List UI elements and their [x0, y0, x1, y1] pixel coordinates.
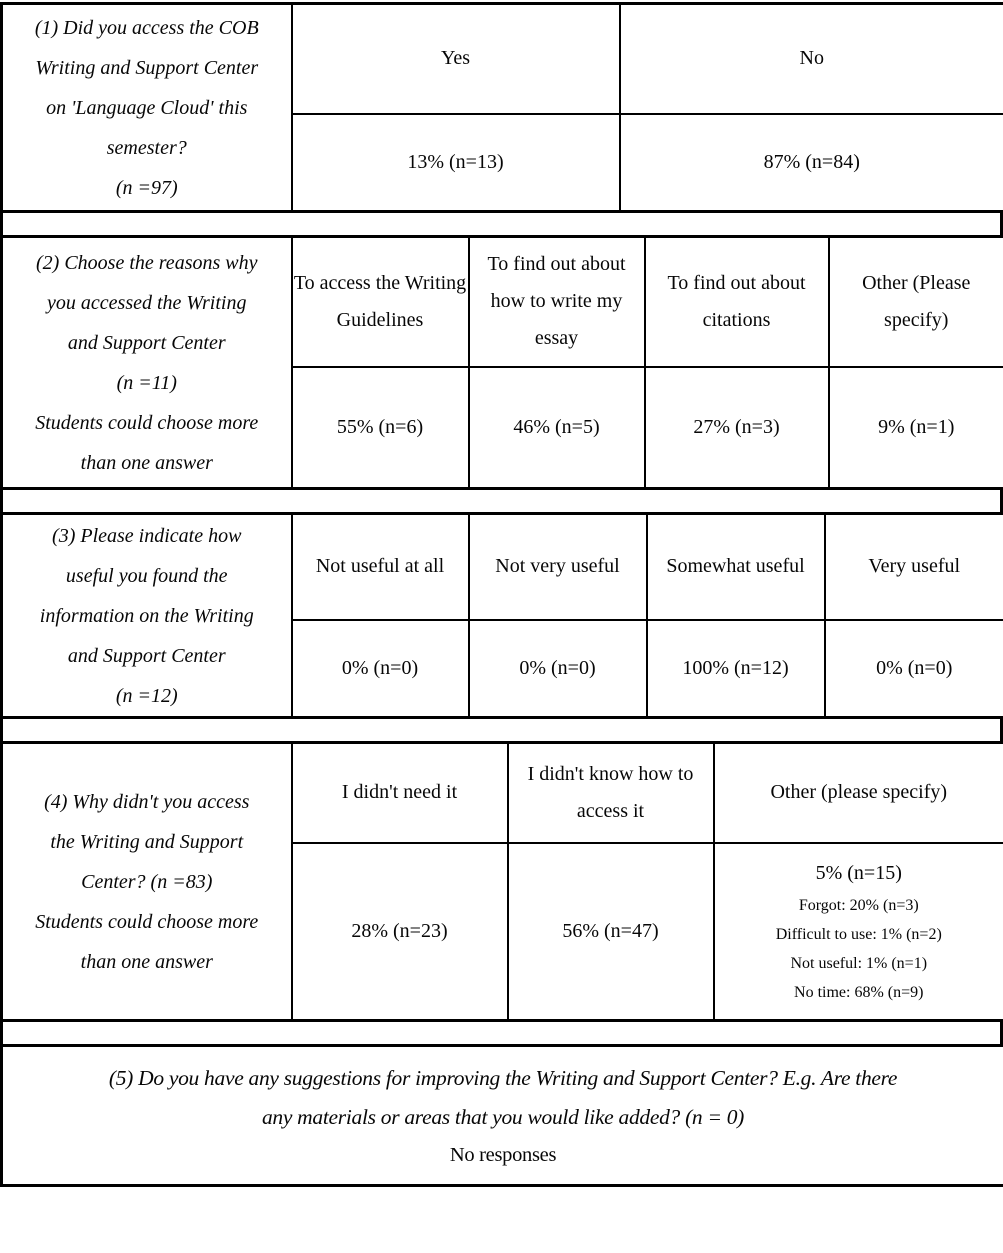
- question-line: (n =97): [115, 176, 178, 199]
- header-cell: To find out about how to write my essay: [469, 237, 645, 367]
- value-cell: 55% (n=6): [292, 367, 469, 489]
- spacer-row: [0, 1022, 1003, 1044]
- question-line: the Writing and Support: [50, 830, 244, 853]
- header-cell: Not very useful: [469, 514, 647, 620]
- value-cell: 100% (n=12): [647, 620, 825, 718]
- table-q4-why-not: [0, 741, 1003, 1022]
- question-line: (1) Did you access the COB: [34, 16, 259, 39]
- table-q5-suggestions: [0, 1044, 1003, 1187]
- header-cell: Other (Please specify): [829, 237, 1003, 367]
- header-cell: No: [620, 4, 1003, 114]
- question-line: (n =12): [115, 684, 178, 707]
- value-cell: 56% (n=47): [508, 843, 714, 1021]
- value-cell-other: [714, 843, 1003, 1021]
- question-line: any materials or areas that you would like added? (n = 0): [261, 1104, 745, 1129]
- table-q2-reasons: [0, 235, 1003, 490]
- q3-question-cell: [2, 514, 292, 718]
- question-line: than one answer: [80, 950, 213, 973]
- value-cell: 0% (n=0): [469, 620, 647, 718]
- q5-cell: [2, 1046, 1003, 1186]
- table-q1-access: [0, 2, 1003, 213]
- question-line: useful you found the: [65, 564, 228, 587]
- value-cell: 46% (n=5): [469, 367, 645, 489]
- value-cell: 13% (n=13): [292, 114, 620, 212]
- question-line: (4) Why didn't you access: [44, 790, 250, 813]
- header-cell: To access the Writing Guidelines: [292, 237, 469, 367]
- spacer-row: [0, 719, 1003, 741]
- table-q3-usefulness: [0, 512, 1003, 719]
- question-line: Students could choose more: [35, 910, 259, 933]
- question-line: (n =11): [116, 371, 177, 394]
- spacer-row: [0, 490, 1003, 512]
- question-line: you accessed the Writing: [47, 291, 247, 314]
- other-sub-value: No time: 68% (n=9): [794, 984, 924, 1002]
- question-line: semester?: [106, 136, 187, 159]
- question-line: (5) Do you have any suggestions for improving the Writing and Support Center? E.g. Are there: [108, 1065, 898, 1090]
- header-cell: Very useful: [825, 514, 1003, 620]
- value-cell: 87% (n=84): [620, 114, 1003, 212]
- value-cell: 0% (n=0): [825, 620, 1003, 718]
- question-line: Center? (n =83): [81, 870, 213, 893]
- question-line: on 'Language Cloud' this: [46, 96, 248, 119]
- q4-question-cell: [2, 743, 292, 1021]
- q5-answer: No responses: [449, 1143, 557, 1166]
- spacer-row: [0, 213, 1003, 235]
- question-line: Students could choose more: [35, 411, 259, 434]
- header-cell: Somewhat useful: [647, 514, 825, 620]
- question-line: than one answer: [80, 451, 213, 474]
- header-cell: I didn't know how to access it: [508, 743, 714, 843]
- question-line: (2) Choose the reasons why: [36, 251, 258, 274]
- header-cell: Other (please specify): [714, 743, 1003, 843]
- other-total-value: 5% (n=15): [815, 862, 902, 885]
- value-cell: 0% (n=0): [292, 620, 469, 718]
- value-cell: 27% (n=3): [645, 367, 829, 489]
- question-line: information on the Writing: [39, 604, 254, 627]
- value-cell: 28% (n=23): [292, 843, 508, 1021]
- header-cell: Not useful at all: [292, 514, 469, 620]
- other-sub-value: Not useful: 1% (n=1): [790, 955, 928, 973]
- value-cell: 9% (n=1): [829, 367, 1003, 489]
- q2-question-cell: [2, 237, 292, 489]
- other-sub-value: Difficult to use: 1% (n=2): [775, 926, 942, 944]
- header-cell: Yes: [292, 4, 620, 114]
- question-line: Writing and Support Center: [35, 56, 259, 79]
- q1-question-cell: [2, 4, 292, 212]
- question-line: and Support Center: [67, 331, 226, 354]
- other-sub-value: Forgot: 20% (n=3): [798, 897, 919, 915]
- header-cell: I didn't need it: [292, 743, 508, 843]
- question-line: and Support Center: [67, 644, 226, 667]
- question-line: (3) Please indicate how: [52, 524, 242, 547]
- header-cell: To find out about citations: [645, 237, 829, 367]
